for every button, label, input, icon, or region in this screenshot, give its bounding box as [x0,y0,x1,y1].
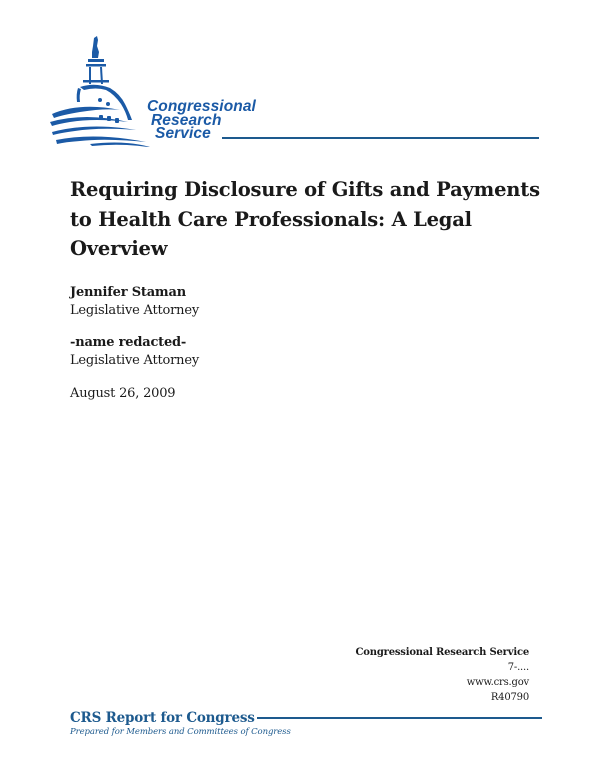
crs-website-link[interactable]: www.crs.gov [466,677,529,688]
crs-phone: 7-.... [507,662,529,673]
author-1 [70,284,199,320]
logo-line-service: Service [155,125,211,142]
capitol-dome-icon [50,32,160,147]
author-role: Legislative Attorney [70,303,199,318]
report-number: R40790 [490,692,529,703]
author-2 [70,334,199,370]
crs-logo [50,32,270,147]
title-line-1: Requiring Disclosure of Gifts and Payments [70,178,540,201]
logo-line-congressional: Congressional [147,98,256,115]
footer-title: CRS Report for Congress [70,710,255,726]
footer-subtitle: Prepared for Members and Committees of Congress [70,727,291,737]
crs-organization: Congressional Research Service [355,647,529,658]
logo-wordmark [147,100,256,141]
title-line-3: Overview [70,237,168,260]
header-rule [222,137,539,139]
author-name: -name redacted- [70,335,187,350]
report-footer [70,707,542,737]
author-role: Legislative Attorney [70,353,199,368]
crs-contact-info [356,645,529,705]
footer-rule [220,717,542,719]
author-name: Jennifer Staman [70,285,186,300]
report-date: August 26, 2009 [70,386,176,401]
report-title [70,175,540,264]
logo-line-research: Research [151,111,222,129]
title-line-2: to Health Care Professionals: A Legal [70,207,472,231]
